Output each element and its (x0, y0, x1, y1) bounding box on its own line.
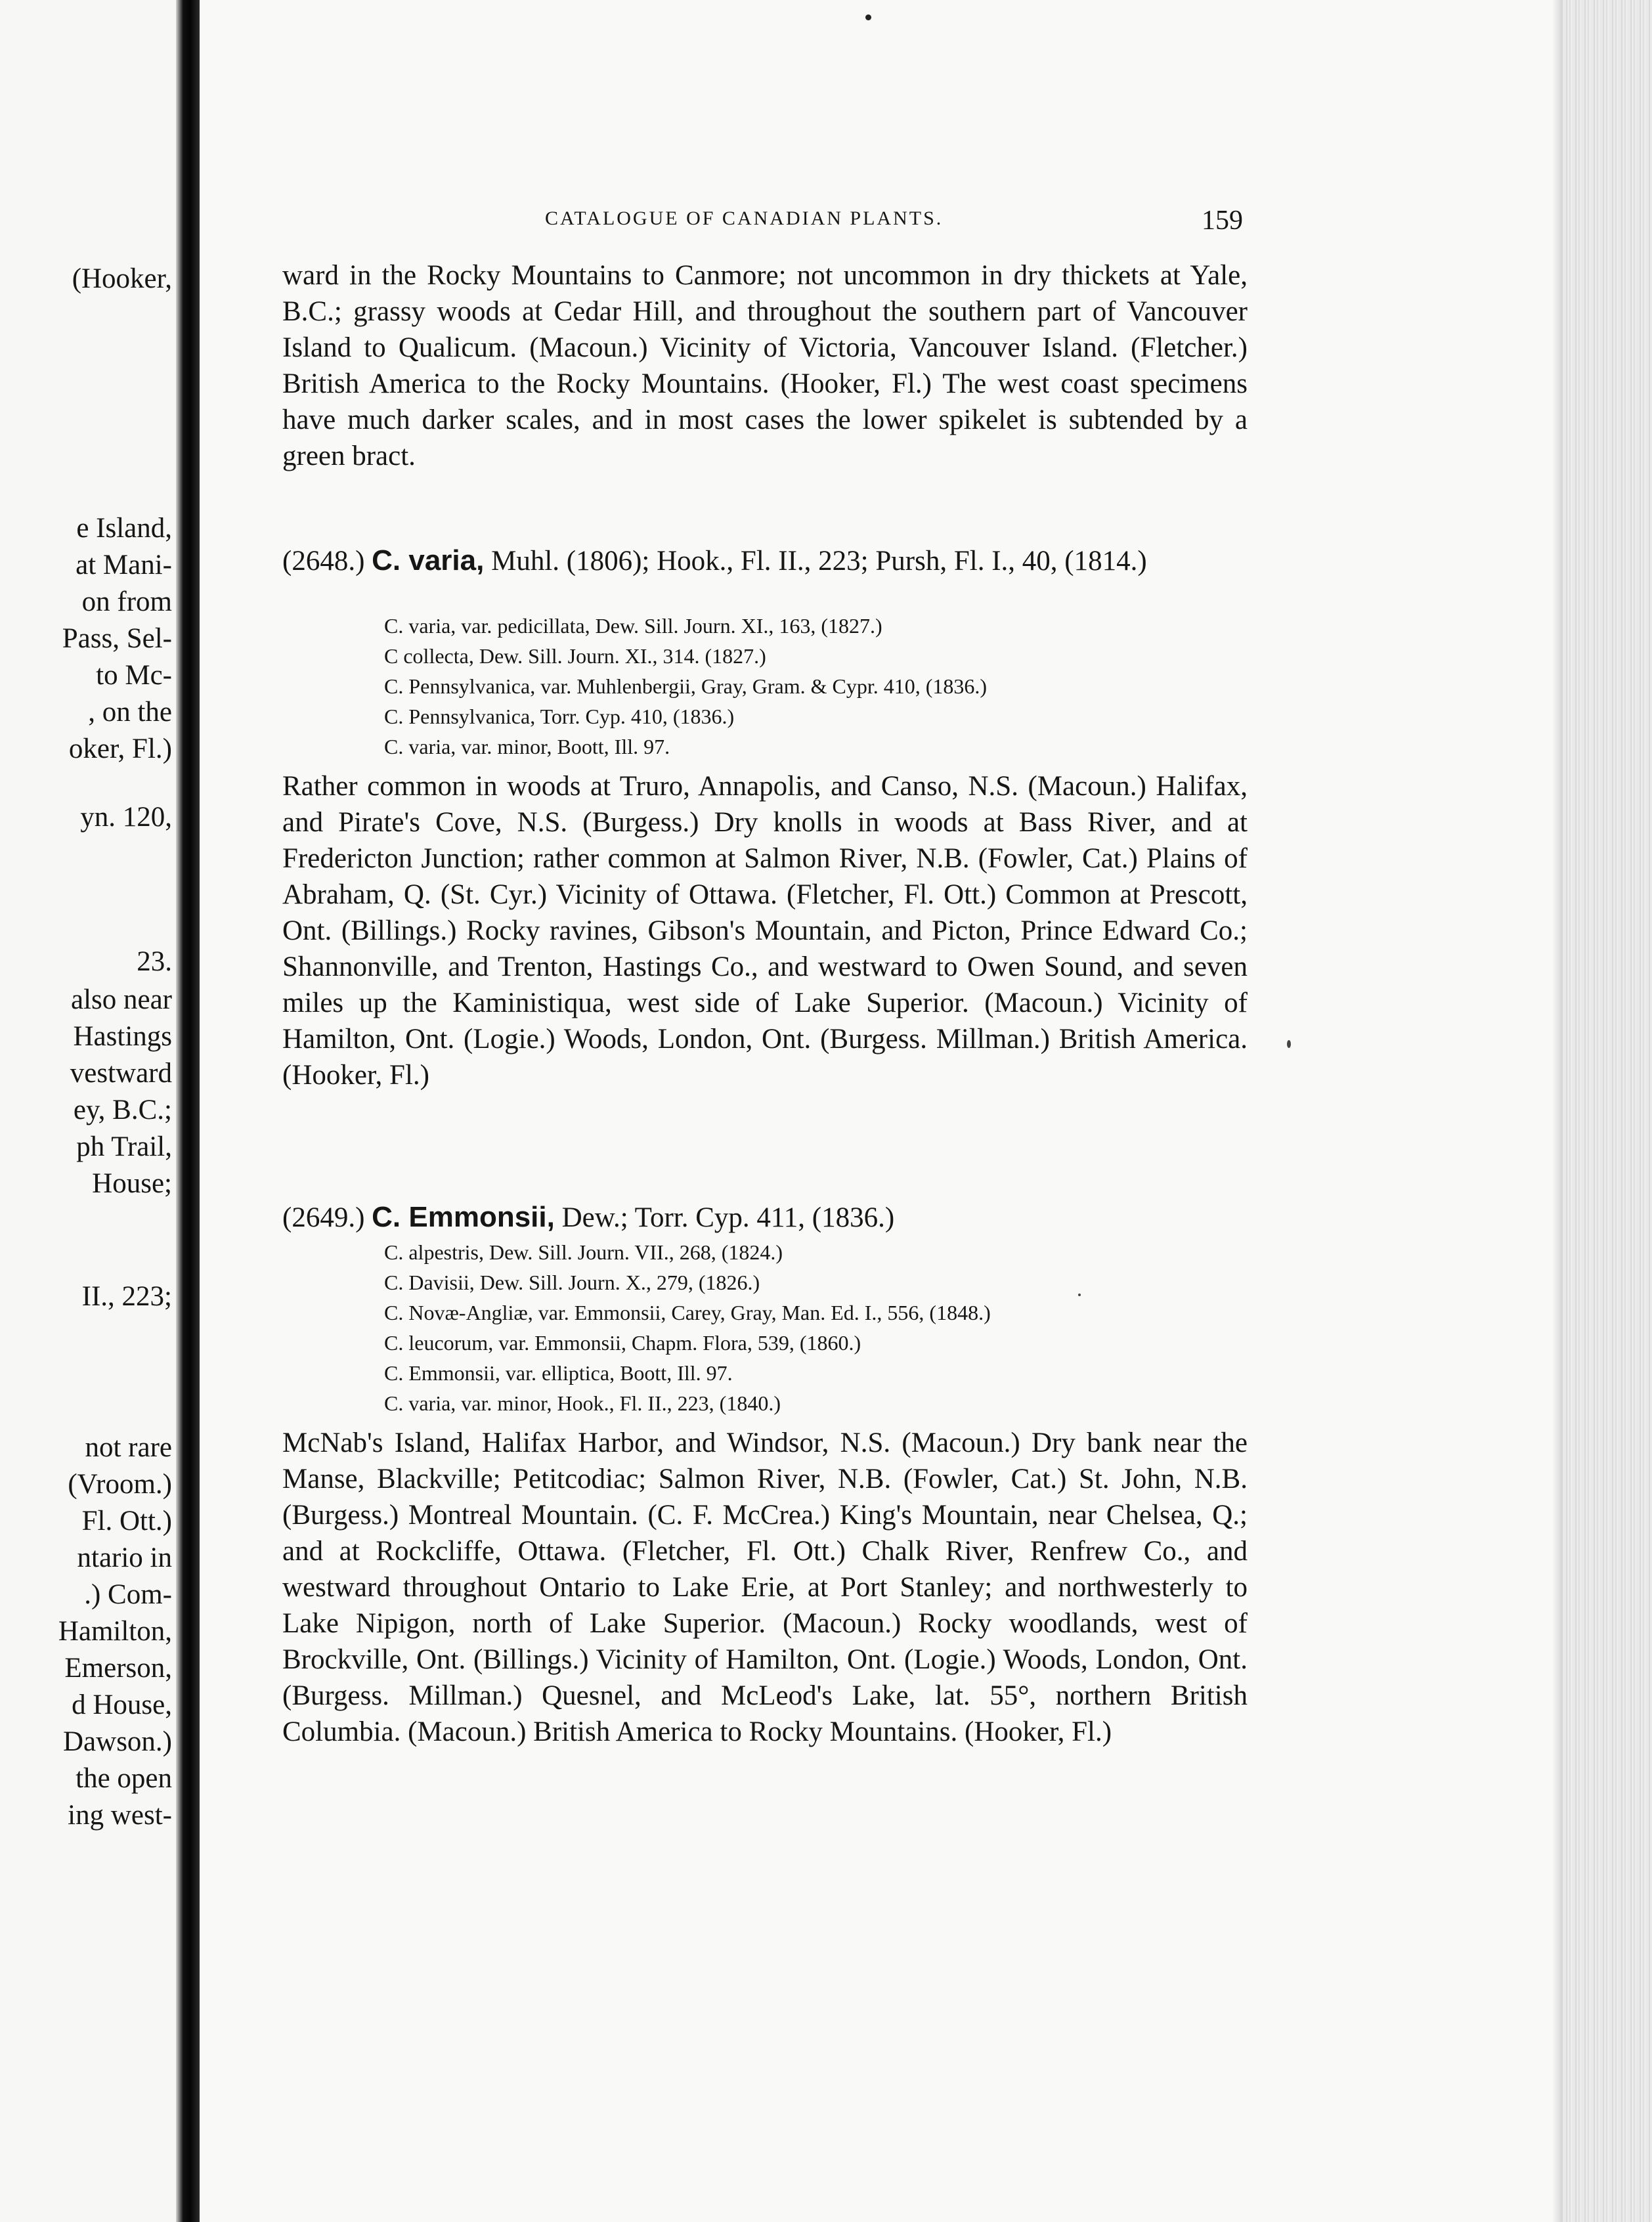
entry-description-2648: Rather common in woods at Truro, Annapolis, and Canso, N.S. (Macoun.) Halifax, and Pirate's Cove, N.S. (Burgess.) Dry knolls in woods at Bass River, and at Fredericton Junction; rather common at Salmon River, N.B. (Fowler, Cat.) Plains of Abraham, Q. (St. Cyr.) Vicinity of Ottawa. (Fletcher, Fl. Ott.) Common at Prescott, Ont. (Billings.) Rocky ravines, Gibson's Mountain, and Picton, Prince Edward Co.; Shannonville, and Trenton, Hastings Co., and westward to Owen Sound, and seven miles up the Kaministiqua, west side of Lake Superior. (Macoun.) Vicinity of Hamilton, Ont. (Logie.) Woods, London, Ont. (Burgess. Millman.) British America. (Hooker, Fl.) (282, 771, 1248, 1091)
left-page-line: Hastings (73, 1021, 172, 1052)
synonym: C. leucorum, var. Emmonsii, Chapm. Flora, 539, (1860.) (384, 1331, 861, 1355)
left-page-line: vestward (70, 1058, 172, 1089)
synonym-list-2649 (384, 1237, 1225, 1418)
synonym: C. Pennsylvanica, var. Muhlenbergii, Gray, Gram. & Cypr. 410, (1836.) (384, 674, 988, 698)
synonym: C. alpestris, Dew. Sill. Journ. VII., 268, (1824.) (384, 1240, 783, 1264)
left-page-line: not rare (85, 1432, 172, 1463)
left-page-line: .) Com- (84, 1579, 172, 1610)
left-page-line: (Vroom.) (68, 1469, 172, 1500)
left-page-line: on from (81, 586, 172, 617)
left-page-line: 23. (137, 946, 172, 977)
synonym: C. Emmonsii, var. elliptica, Boott, Ill. 97. (384, 1361, 733, 1385)
left-page-line: Pass, Sel- (62, 623, 172, 654)
species-name: C. varia, (372, 544, 485, 577)
synonym: C. Pennsylvanica, Torr. Cyp. 410, (1836.) (384, 705, 735, 728)
left-page-line: Hamilton, (58, 1616, 172, 1647)
left-page-line: to Mc- (96, 660, 172, 691)
print-speck (865, 14, 871, 20)
left-page-line: Fl. Ott.) (81, 1506, 172, 1536)
left-page-line: e Island, (76, 513, 172, 544)
left-page-line: d House, (72, 1689, 172, 1720)
left-page-line: at Mani- (76, 550, 172, 580)
left-page-line: Emerson, (64, 1653, 172, 1684)
left-page-line: (Hooker, (72, 263, 172, 294)
left-page-line: ing west- (68, 1800, 172, 1831)
left-page-line: ey, B.C.; (73, 1095, 172, 1125)
synonym-list-2648 (384, 611, 1225, 762)
entry-citation: Muhl. (1806); Hook., Fl. II., 223; Pursh, Fl. I., 40, (1814.) (491, 546, 1147, 577)
entry-citation: Dew.; Torr. Cyp. 411, (1836.) (561, 1202, 895, 1233)
left-page-line: oker, Fl.) (68, 733, 172, 764)
page-number: 159 (1202, 206, 1243, 236)
book-page-edges (1563, 0, 1652, 2222)
left-page-fragment (0, 0, 176, 2222)
synonym: C. varia, var. minor, Hook., Fl. II., 223, (1840.) (384, 1391, 781, 1415)
left-page-line: also near (70, 984, 172, 1015)
running-header: CATALOGUE OF CANADIAN PLANTS. (545, 207, 944, 229)
left-page-line: ph Trail, (76, 1131, 172, 1162)
entry-number: (2648.) (282, 546, 365, 577)
entry-heading-2648 (282, 542, 1248, 579)
left-page-line: , on the (88, 697, 172, 728)
book-gutter (176, 0, 200, 2222)
left-page-line: the open (76, 1763, 172, 1794)
left-page-line: yn. 120, (80, 802, 172, 833)
synonym: C collecta, Dew. Sill. Journ. XI., 314. (1827.) (384, 644, 766, 668)
synonym: C. Davisii, Dew. Sill. Journ. X., 279, (1826.) (384, 1271, 760, 1294)
left-page-line: House; (92, 1168, 172, 1199)
entry-description-2649: McNab's Island, Halifax Harbor, and Windsor, N.S. (Macoun.) Dry bank near the Manse, Blackville; Petitcodiac; Salmon River, N.B. (Fowler, Cat.) St. John, N.B. (Burgess.) Montreal Mountain. (C. F. McCrea.) King's Mountain, near Chelsea, Q.; and at Rockcliffe, Ottawa. (Fletcher, Fl. Ott.) Chalk River, Renfrew Co., and westward throughout Ontario to Lake Erie, at Port Stanley; and northwesterly to Lake Nipigon, north of Lake Superior. (Macoun.) Rocky woodlands, west of Brockville, Ont. (Billings.) Vicinity of Hamilton, Ont. (Logie.) Woods, London, Ont. (Burgess. Millman.) Quesnel, and McLeod's Lake, lat. 55°, northern British Columbia. (Macoun.) British America to Rocky Mountains. (Hooker, Fl.) (282, 1427, 1248, 1747)
entry-number: (2649.) (282, 1202, 365, 1233)
intro-paragraph: ward in the Rocky Mountains to Canmore; not uncommon in dry thickets at Yale, B.C.; grassy woods at Cedar Hill, and throughout the southern part of Vancouver Island to Qualicum. (Macoun.) Vicinity of Victoria, Vancouver Island. (Fletcher.) British America to the Rocky Mountains. (Hooker, Fl.) The west coast specimens have much darker scales, and in most cases the lower spikelet is subtended by a green bract. (282, 260, 1248, 471)
left-page-line: II., 223; (81, 1281, 172, 1312)
left-page-line: ntario in (77, 1542, 172, 1573)
synonym: C. Novæ-Angliæ, var. Emmonsii, Carey, Gray, Man. Ed. I., 556, (1848.) (384, 1301, 991, 1324)
print-speck (1287, 1040, 1291, 1048)
synonym: C. varia, var. pedicillata, Dew. Sill. Journ. XI., 163, (1827.) (384, 614, 882, 638)
synonym: C. varia, var. minor, Boott, Ill. 97. (384, 735, 670, 758)
entry-heading-2649 (282, 1199, 1248, 1236)
species-name: C. Emmonsii, (372, 1201, 555, 1233)
left-page-line: Dawson.) (63, 1726, 172, 1757)
